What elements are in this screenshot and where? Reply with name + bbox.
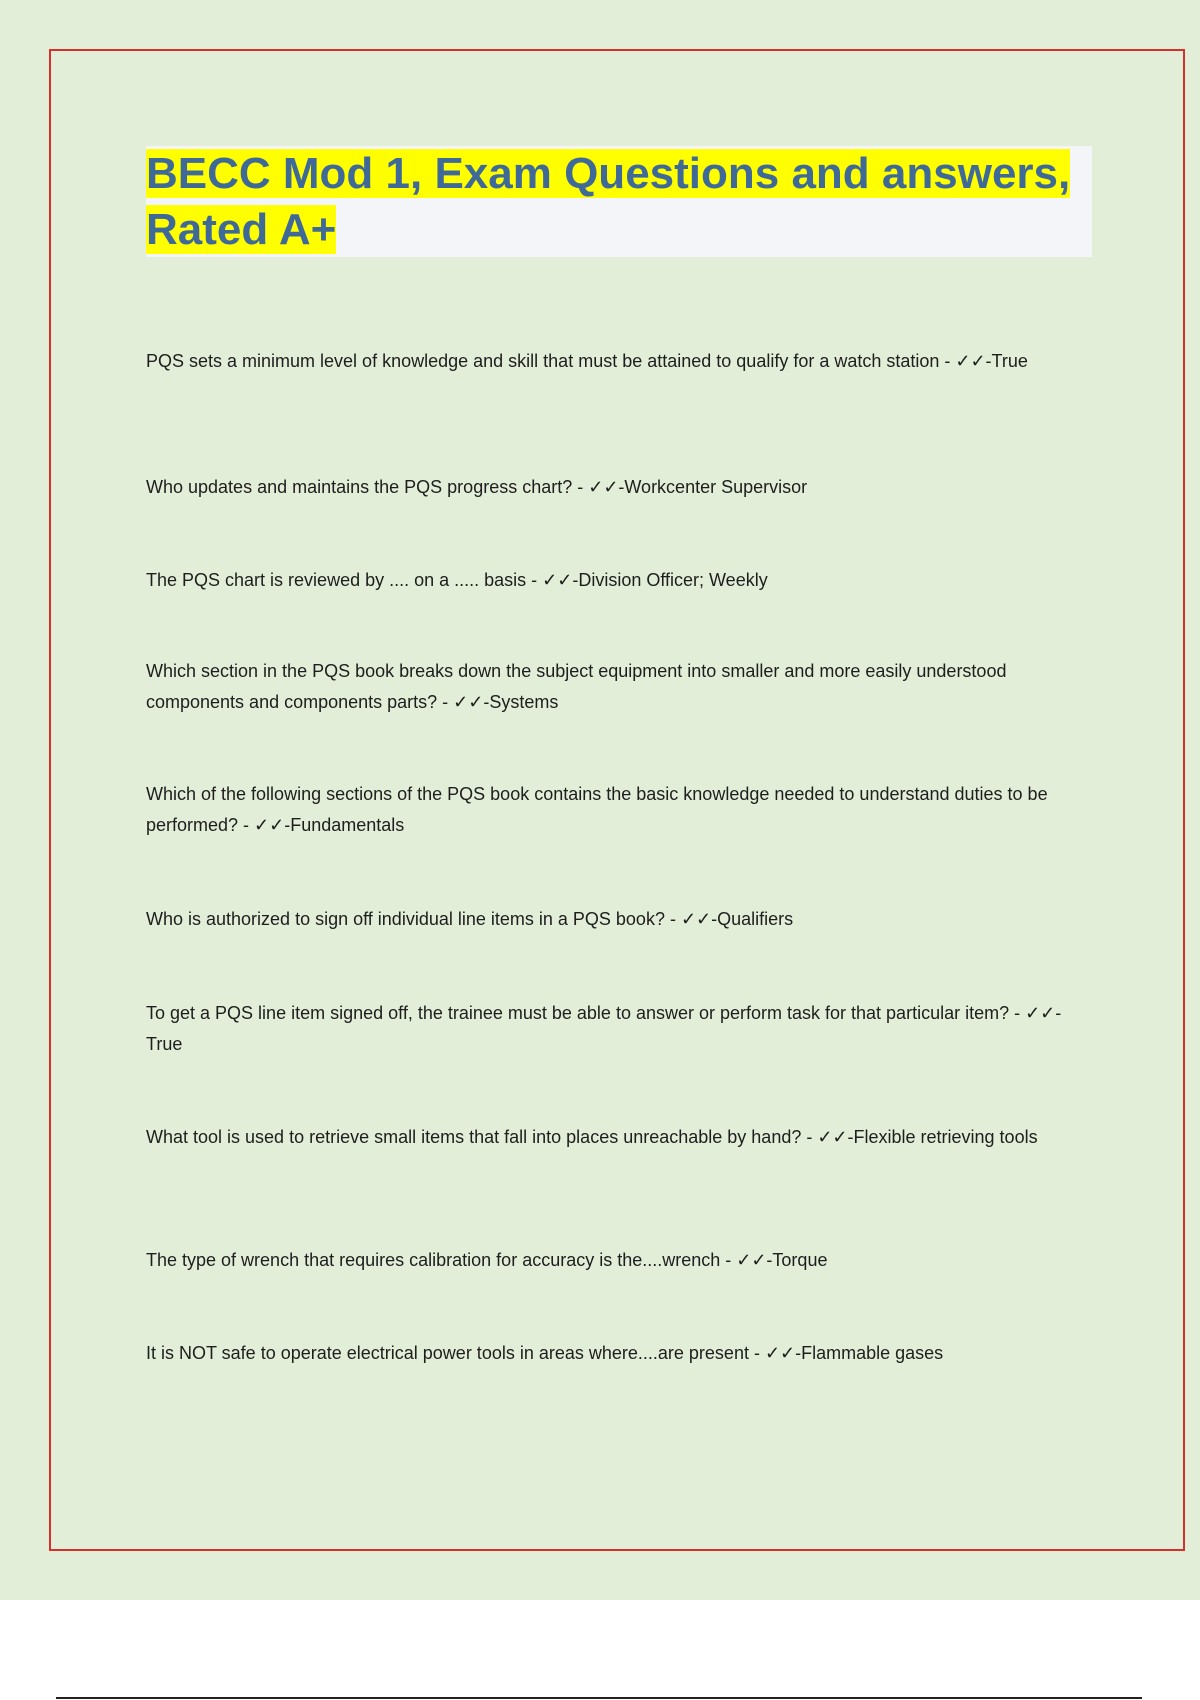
title-block bbox=[146, 146, 1092, 257]
title-highlight: BECC Mod 1, Exam Questions and answers, Rated A+ bbox=[146, 149, 1071, 254]
qa-item-6: Who is authorized to sign off individual line items in a PQS book? - ✓✓-Qualifiers bbox=[146, 909, 794, 929]
qa-item-10: It is NOT safe to operate electrical power tools in areas where....are present - ✓✓-Flammable gases bbox=[146, 1343, 944, 1363]
qa-item-2: Who updates and maintains the PQS progress chart? - ✓✓-Workcenter Supervisor bbox=[146, 477, 808, 497]
qa-item-8: What tool is used to retrieve small items that fall into places unreachable by hand? - ✓✓-Flexible retrieving tools bbox=[146, 1127, 1038, 1147]
qa-item-4: Which section in the PQS book breaks down the subject equipment into smaller and more easily understood components and components parts? - ✓✓-Systems bbox=[146, 661, 1007, 712]
qa-item-9: The type of wrench that requires calibration for accuracy is the....wrench - ✓✓-Torque bbox=[146, 1250, 828, 1270]
qa-item-5: Which of the following sections of the PQS book contains the basic knowledge needed to understand duties to be performed? - ✓✓-Fundamentals bbox=[146, 784, 1048, 835]
qa-item-1: PQS sets a minimum level of knowledge and skill that must be attained to qualify for a watch station - ✓✓-True bbox=[146, 351, 1028, 371]
qa-item-3: The PQS chart is reviewed by .... on a ..... basis - ✓✓-Division Officer; Weekly bbox=[146, 570, 768, 590]
qa-item-7: To get a PQS line item signed off, the trainee must be able to answer or perform task for that particular item? - ✓✓-True bbox=[146, 1003, 1062, 1054]
footer-divider bbox=[56, 1697, 1142, 1699]
document-title bbox=[146, 146, 1092, 258]
